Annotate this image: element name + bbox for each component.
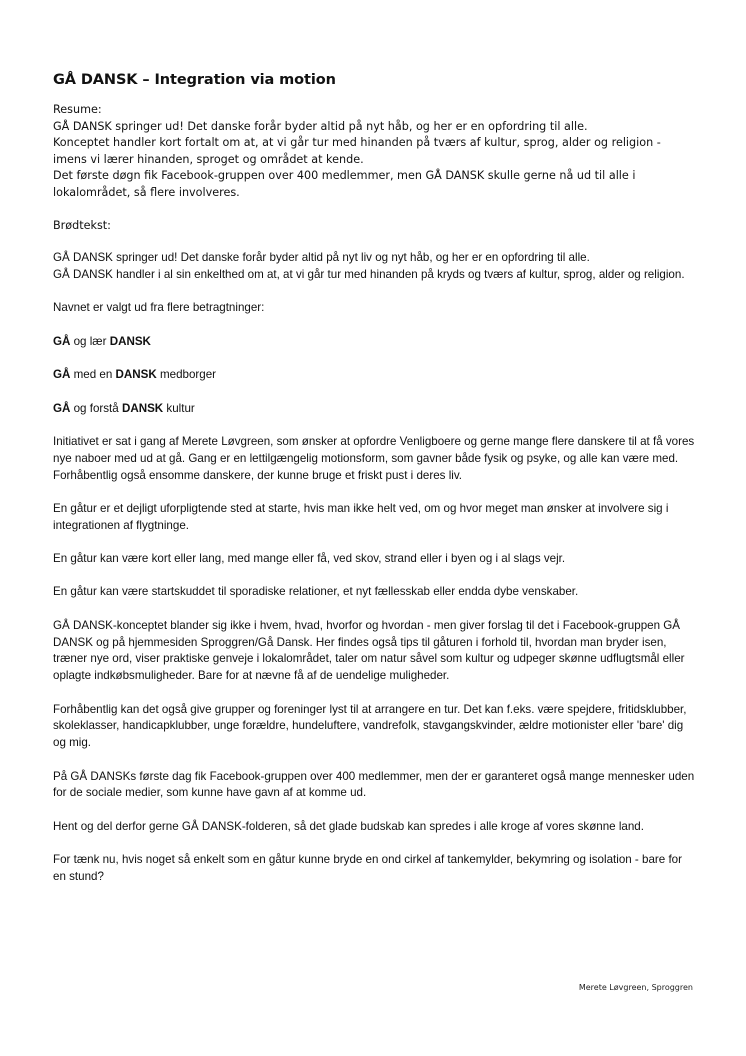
slogan-text: medborger xyxy=(156,368,217,382)
body-paragraph: Hent og del derfor gerne GÅ DANSK-folderen, så det glade budskab kan spredes i alle kroge af vores skønne land. xyxy=(53,819,644,833)
brodtekst-heading: Brødtekst: xyxy=(53,218,111,232)
slogan-bold-dansk: DANSK xyxy=(109,334,151,348)
slogan-bold-dansk: DANSK xyxy=(115,368,157,382)
slogan-text: og forstå xyxy=(70,401,122,415)
body-paragraph: En gåtur kan være kort eller lang, med mange eller få, ved skov, strand eller i byen og i al slags vejr. xyxy=(53,552,566,566)
body-section xyxy=(53,250,698,886)
slogan-text: kultur xyxy=(163,401,195,415)
document-title: GÅ DANSK – Integration via motion xyxy=(53,72,336,88)
body-paragraph: For tænk nu, hvis noget så enkelt som en gåtur kunne bryde en ond cirkel af tankemylder, bekymring og isolation - bare for en stund? xyxy=(53,853,682,883)
body-paragraph: En gåtur kan være startskuddet til sporadiske relationer, et nyt fællesskab eller endda dybe venskaber. xyxy=(53,585,579,599)
resume-line: Konceptet handler kort fortalt om at, at vi går tur med hinanden på tværs af kultur, sprog, alder og religion - imens vi lærer hinanden, sproget og området at kende. xyxy=(53,136,661,166)
slogan-bold-ga: GÅ xyxy=(53,334,71,348)
slogan-text: med en xyxy=(70,368,116,382)
body-paragraph: Initiativet er sat i gang af Merete Løvgreen, som ønsker at opfordre Venligboere og gerne mange flere danskere til at få vores nye naboer med ud at gå. Gang er en lettilgængelig motionsform, som gavner både fysik og psyke, og alle kan være med. Forhåbentlig også ensomme danskere, der kunne bruge et friskt pust i deres liv. xyxy=(53,434,695,482)
slogan-bold-ga: GÅ xyxy=(53,401,71,415)
body-paragraph: En gåtur er et dejligt uforpligtende sted at starte, hvis man ikke helt ved, om og hvor meget man ønsker at involvere sig i integrationen af flygtninge. xyxy=(53,501,669,532)
body-paragraph: På GÅ DANSKs første dag fik Facebook-gruppen over 400 medlemmer, men der er garanteret også mange mennesker uden for de sociale medier, som kunne have gavn af at komme ud. xyxy=(53,769,695,800)
slogan-bold-ga: GÅ xyxy=(53,368,71,382)
resume-line: Det første døgn fik Facebook-gruppen over 400 medlemmer, men GÅ DANSK skulle gerne nå ud til alle i lokalområdet, så flere involveres. xyxy=(53,169,636,199)
slogan-line xyxy=(53,334,698,351)
document-page xyxy=(53,72,698,902)
intro-line-2: GÅ DANSK handler i al sin enkelthed om at, at vi går tur med hinanden på kryds og tværs af kultur, sprog, alder og religion. xyxy=(53,267,685,281)
name-intro: Navnet er valgt ud fra flere betragtninger: xyxy=(53,301,265,315)
body-paragraph: Forhåbentlig kan det også give grupper og foreninger lyst til at arrangere en tur. Det kan f.eks. være spejdere, fritidsklubber, skoleklasser, handicapklubber, unge forældre, hundeluftere, vandrefolk, stavgangskvinder, ældre motionister eller 'bare' dig og mig. xyxy=(53,702,687,750)
author-signature: Merete Løvgreen, Sproggren xyxy=(578,983,693,992)
slogan-bold-dansk: DANSK xyxy=(121,401,164,415)
resume-line: GÅ DANSK springer ud! Det danske forår byder altid på nyt håb, og her er en opfordring til alle. xyxy=(53,119,588,133)
body-paragraph: GÅ DANSK-konceptet blander sig ikke i hvem, hvad, hvorfor og hvordan - men giver forslag til det i Facebook-gruppen GÅ DANSK og på hjemmesiden Sproggren/Gå Dansk. Her findes også tips til gåturen i forhold til, hvordan man bryder isen, træner nye ord, viser praktiske genveje i lokalområdet, taler om natur såvel som kultur og udpeger skønne udflugtsmål eller oplagte indkøbsmuligheder. Bare for at nævne få af de uendelige muligheder. xyxy=(53,618,685,683)
intro-paragraph xyxy=(53,250,698,284)
slogan-line xyxy=(53,367,698,384)
resume-heading: Resume: xyxy=(53,103,102,116)
resume-section xyxy=(53,102,698,202)
slogan-line xyxy=(53,401,698,418)
slogan-text: og lær xyxy=(70,334,110,348)
intro-line-1: GÅ DANSK springer ud! Det danske forår byder altid på nyt liv og nyt håb, og her er en opfordring til alle. xyxy=(53,251,590,265)
